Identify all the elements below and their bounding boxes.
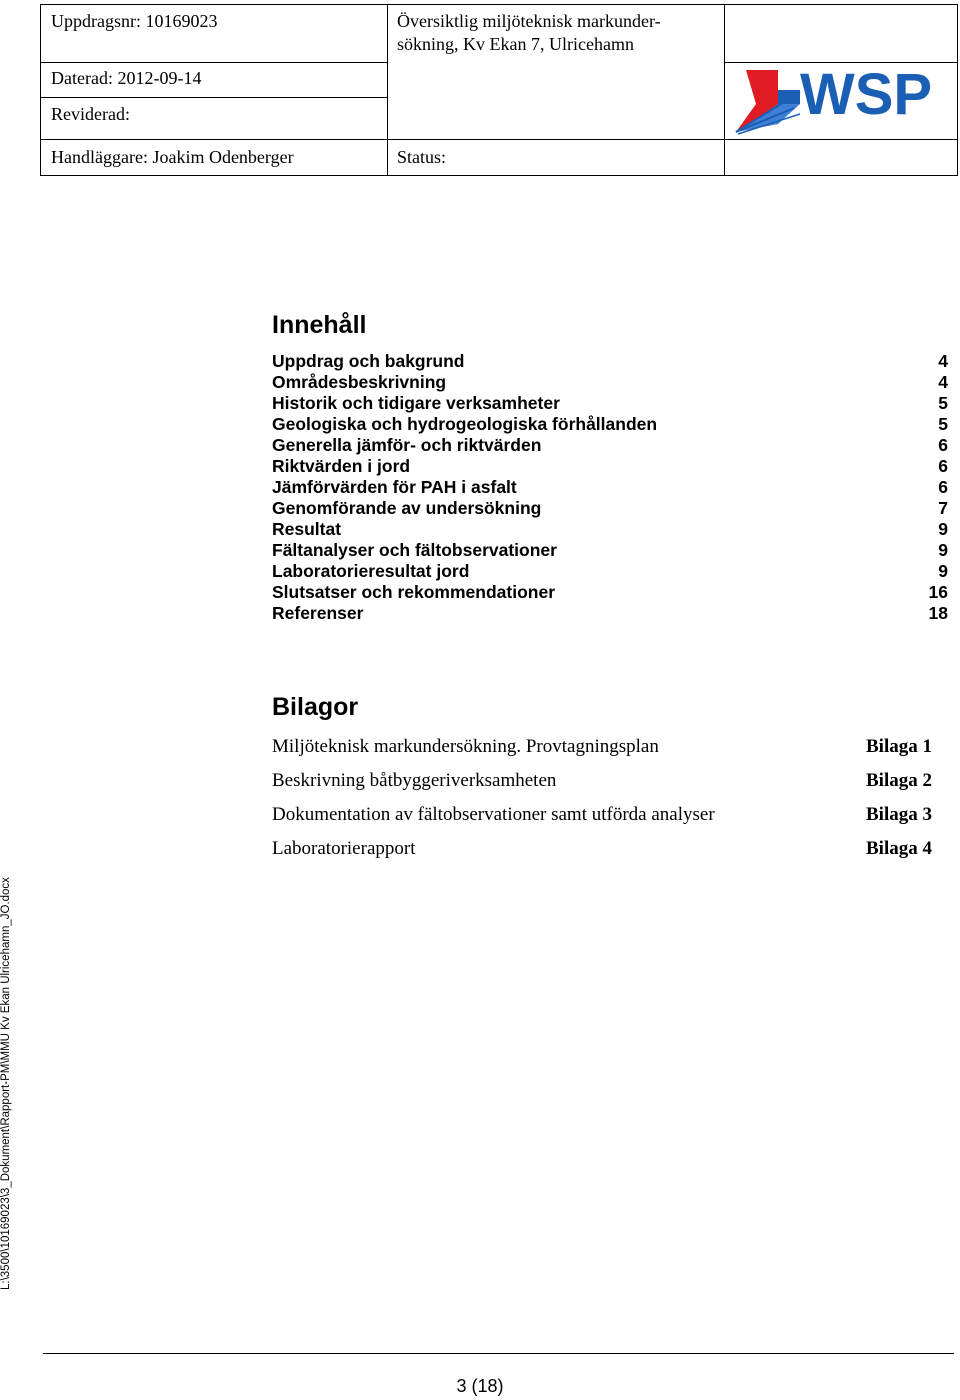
appendix-entry (272, 802, 936, 836)
appendix-ref: Bilaga 1 (866, 736, 932, 757)
toc-entry-label: Generella jämför- och riktvärden (272, 435, 542, 455)
status-field: Status: (397, 147, 447, 167)
header-divider (40, 139, 958, 140)
handler-field: Handläggare: Joakim Odenberger (51, 147, 294, 167)
toc-entry-page: 9 (938, 519, 948, 539)
revised-field: Reviderad: (51, 104, 130, 124)
toc-entry-label: Jämförvärden för PAH i asfalt (272, 477, 517, 497)
toc-entry-page: 18 (928, 603, 948, 623)
toc-entry-page: 7 (938, 498, 948, 518)
appendix-ref: Bilaga 2 (866, 770, 932, 791)
toc-entry[interactable] (272, 393, 948, 414)
header-divider (724, 62, 958, 63)
toc-entry[interactable] (272, 435, 948, 456)
toc-entry-label: Slutsatser och rekommendationer (272, 582, 555, 602)
toc-entry[interactable] (272, 498, 948, 519)
toc-entry-page: 6 (938, 435, 948, 455)
toc-entry-page: 16 (928, 582, 948, 602)
appendix-entry (272, 836, 936, 870)
appendix-entry (272, 734, 936, 768)
header-divider (40, 62, 387, 63)
header-divider (724, 4, 725, 176)
toc-entry-page: 5 (938, 393, 948, 413)
toc-entry-label: Resultat (272, 519, 342, 539)
header-divider (387, 4, 388, 176)
wsp-logo-text: WSP (800, 64, 933, 127)
header-divider (40, 97, 387, 98)
date-field: Daterad: 2012-09-14 (51, 68, 202, 88)
appendix-label: Beskrivning båtbyggeriverksamheten (272, 770, 557, 791)
assignment-number: Uppdragsnr: 10169023 (51, 11, 218, 31)
appendix-ref: Bilaga 4 (866, 838, 932, 859)
file-path-margin: L:\3500\10169023\3_Dokument\Rapport-PM\MMU Kv Ekan Ulricehamn_JO.docx (0, 877, 12, 1290)
toc-entry-label: Historik och tidigare verksamheter (272, 393, 560, 413)
toc-list (272, 351, 948, 624)
toc-entry-page: 5 (938, 414, 948, 434)
toc-entry-page: 6 (938, 477, 948, 497)
appendix-ref: Bilaga 3 (866, 804, 932, 825)
toc-entry[interactable] (272, 372, 948, 393)
appendix-label: Dokumentation av fältobservationer samt utförda analyser (272, 804, 715, 825)
toc-entry-page: 9 (938, 540, 948, 560)
toc-entry[interactable] (272, 561, 948, 582)
toc-entry-page: 4 (938, 372, 948, 392)
toc-entry-label: Genomförande av undersökning (272, 498, 542, 518)
appendices-heading: Bilagor (272, 693, 359, 721)
appendix-label: Miljöteknisk markundersökning. Provtagningsplan (272, 736, 659, 757)
toc-entry[interactable] (272, 477, 948, 498)
appendices-list (272, 734, 936, 870)
toc-entry-label: Riktvärden i jord (272, 456, 411, 476)
toc-entry-label: Laboratorieresultat jord (272, 561, 470, 581)
toc-entry-label: Geologiska och hydrogeologiska förhållanden (272, 414, 658, 434)
wsp-logo (734, 64, 950, 138)
toc-entry[interactable] (272, 540, 948, 561)
toc-entry-label: Fältanalyser och fältobservationer (272, 540, 557, 560)
toc-entry-page: 9 (938, 561, 948, 581)
toc-entry[interactable] (272, 519, 948, 540)
document-title-line1: Översiktlig miljöteknisk markunder- (397, 11, 661, 31)
appendix-entry (272, 768, 936, 802)
toc-entry-label: Uppdrag och bakgrund (272, 351, 465, 371)
toc-entry-page: 4 (938, 351, 948, 371)
toc-entry[interactable] (272, 582, 948, 603)
toc-entry-label: Områdesbeskrivning (272, 372, 447, 392)
toc-entry[interactable] (272, 351, 948, 372)
toc-entry-label: Referenser (272, 603, 364, 623)
toc-entry-page: 6 (938, 456, 948, 476)
page-number: 3 (18) (456, 1376, 504, 1396)
toc-entry[interactable] (272, 414, 948, 435)
wsp-logo-graphic (734, 64, 950, 138)
footer-rule (43, 1353, 954, 1354)
document-title-line2: sökning, Kv Ekan 7, Ulricehamn (397, 34, 634, 54)
toc-entry[interactable] (272, 456, 948, 477)
toc-entry[interactable] (272, 603, 948, 624)
toc-heading: Innehåll (272, 311, 367, 339)
appendix-label: Laboratorierapport (272, 838, 416, 859)
